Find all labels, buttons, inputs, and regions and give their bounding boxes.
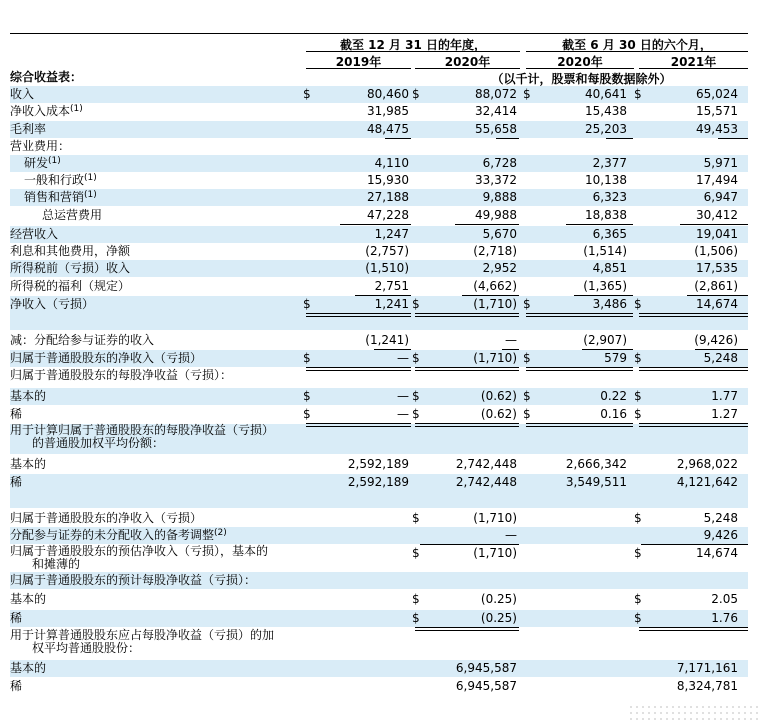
cell-value: 1.76 [711, 611, 738, 625]
row-label-text: 一般和行政 [24, 173, 85, 187]
row-label [10, 511, 202, 526]
currency-symbol: $ [412, 297, 420, 311]
cell-value: 49,453 [696, 122, 738, 136]
cell-value: 1,241 [374, 297, 409, 311]
subtotal-rule [641, 544, 748, 545]
row-label [10, 679, 22, 694]
row-label-text: 净收入（亏损） [10, 297, 95, 311]
row-label [10, 122, 46, 137]
footnote-marker: (1) [84, 190, 97, 200]
subtotal-rule [496, 138, 519, 139]
header-group-six-months-rule [526, 51, 748, 52]
currency-symbol: $ [303, 351, 311, 365]
row-label-text: 归属于普通股股东的预估净收入（亏损），基本的 [10, 544, 269, 558]
total-double-rule [306, 367, 411, 371]
subtotal-rule [385, 138, 411, 139]
row-label [24, 156, 61, 171]
table-row [10, 278, 748, 295]
row-label [10, 261, 130, 276]
cell-value: 1,247 [374, 227, 409, 241]
currency-symbol: $ [412, 87, 420, 101]
cell-value: 14,674 [696, 297, 738, 311]
cell-value: 9,426 [703, 528, 738, 542]
cell-value: 5,248 [703, 351, 738, 365]
table-row [10, 332, 748, 349]
table-row [10, 572, 748, 589]
cell-value: 88,072 [475, 87, 517, 101]
cell-value: 6,728 [482, 156, 517, 170]
cell-value: 18,838 [585, 208, 627, 222]
row-label [10, 368, 232, 383]
table-row [10, 545, 748, 575]
cell-value: (2,861) [694, 279, 738, 293]
row-label-text: 研发 [24, 156, 49, 170]
subtotal-rule [718, 138, 748, 139]
footnote-marker: (2) [214, 528, 227, 538]
subtotal-rule [420, 544, 519, 545]
cell-value: — [397, 389, 409, 403]
cell-value: 3,549,511 [565, 475, 627, 489]
cell-value: (1,365) [583, 279, 627, 293]
cell-value: 19,041 [696, 227, 738, 241]
subtotal-rule [462, 295, 519, 296]
cell-value: — [397, 407, 409, 421]
cell-value: (2,907) [583, 333, 627, 347]
subtotal-rule [687, 295, 748, 296]
currency-symbol: $ [412, 407, 420, 421]
cell-value: 47,228 [367, 208, 409, 222]
section-title: 综合收益表： [10, 70, 83, 84]
row-label [24, 173, 97, 188]
cell-value: 6,945,587 [455, 661, 517, 675]
table-row [10, 296, 748, 313]
row-label [10, 279, 130, 294]
table-row [10, 172, 748, 189]
cell-value: 4,121,642 [676, 475, 738, 489]
cell-value: (0.62) [480, 407, 517, 421]
cell-value: 32,414 [475, 104, 517, 118]
currency-symbol: $ [303, 407, 311, 421]
row-label-text: 稀 [10, 611, 23, 625]
subtotal-rule [355, 295, 411, 296]
row-label [42, 208, 102, 223]
cell-value: 48,475 [367, 122, 409, 136]
cell-value: 1.77 [711, 389, 738, 403]
subtotal-rule [582, 349, 633, 350]
header-year-2020-annual: 2020年 [444, 55, 491, 69]
cell-value: 2,592,189 [347, 475, 409, 489]
table-row [10, 424, 748, 454]
subtotal-rule [340, 224, 411, 225]
cell-value: 2,592,189 [347, 457, 409, 471]
header-year-rule-4 [639, 68, 748, 69]
cell-value: 2.05 [711, 592, 738, 606]
corner-dots [628, 704, 758, 724]
cell-value: (1,514) [583, 244, 627, 258]
total-double-rule [415, 423, 519, 427]
table-row [10, 189, 748, 206]
row-label-text: 用于计算普通股股东应占每股净收益（亏损）的加 [10, 628, 275, 642]
row-label-text: 经营收入 [10, 227, 59, 241]
cell-value: 10,138 [585, 173, 627, 187]
total-double-rule [415, 367, 519, 371]
cell-value: (1,241) [365, 333, 409, 347]
cell-value: (0.62) [480, 389, 517, 403]
cell-value: (9,426) [694, 333, 738, 347]
cell-value: 15,571 [696, 104, 738, 118]
currency-symbol: $ [412, 592, 420, 606]
table-row [10, 121, 748, 138]
table-row [10, 103, 748, 120]
cell-value: (1,710) [473, 546, 517, 560]
row-label-text: 收入 [10, 87, 35, 101]
row-label [10, 87, 34, 102]
cell-value: 4,851 [592, 261, 627, 275]
top-rule [10, 33, 748, 34]
row-label [10, 227, 58, 242]
header-group-annual: 截至 12 月 31 日的年度， [339, 38, 487, 52]
cell-value: — [505, 333, 517, 347]
header-year-2021: 2021年 [670, 55, 717, 69]
cell-value: 9,888 [482, 190, 517, 204]
table-row [10, 510, 748, 527]
currency-symbol: $ [634, 511, 642, 525]
currency-symbol: $ [523, 297, 531, 311]
row-label-continuation: 的普通股加权平均份额： [32, 436, 165, 450]
cell-value: 5,971 [703, 156, 738, 170]
table-row [10, 527, 748, 544]
row-label [10, 661, 46, 676]
cell-value: (1,506) [694, 244, 738, 258]
row-label [10, 389, 46, 404]
table-row [10, 474, 748, 491]
row-label-text: 减：分配给参与证券的收入 [10, 333, 155, 347]
total-double-rule [306, 313, 411, 317]
row-label [10, 629, 274, 655]
currency-symbol: $ [634, 297, 642, 311]
row-label [10, 611, 22, 626]
row-label [10, 244, 130, 259]
currency-symbol: $ [523, 351, 531, 365]
header-group-annual-rule [306, 51, 520, 52]
total-double-rule [639, 627, 748, 631]
row-label [10, 457, 46, 472]
row-label-text: 基本的 [10, 661, 47, 675]
row-label-text: 归属于普通股股东的每股净收益（亏损）： [10, 368, 233, 382]
table-row [10, 591, 748, 608]
row-label [10, 545, 268, 571]
cell-value: (1,710) [473, 297, 517, 311]
row-label [10, 297, 94, 312]
cell-value: (1,710) [473, 351, 517, 365]
cell-value: (2,718) [473, 244, 517, 258]
cell-value: 30,412 [696, 208, 738, 222]
table-row [10, 207, 748, 224]
row-label-continuation: 和摊薄的 [32, 557, 81, 571]
currency-symbol: $ [412, 611, 420, 625]
cell-value: 4,110 [374, 156, 409, 170]
unit-note: （以千计，股票和每股数据除外） [491, 72, 672, 86]
cell-value: 55,658 [475, 122, 517, 136]
row-label-text: 销售和营销 [24, 190, 85, 204]
table-row [10, 155, 748, 172]
total-double-rule [415, 627, 519, 631]
row-label [10, 592, 46, 607]
table-row [10, 86, 748, 103]
cell-value: 2,968,022 [676, 457, 738, 471]
table-row [10, 456, 748, 473]
subtotal-rule [566, 224, 633, 225]
subtotal-rule [695, 349, 748, 350]
subtotal-rule [455, 224, 519, 225]
row-label [10, 333, 154, 348]
currency-symbol: $ [634, 407, 642, 421]
currency-symbol: $ [412, 511, 420, 525]
row-label-text: 用于计算归属于普通股股东的每股净收益（亏损） [10, 423, 275, 437]
cell-value: 31,985 [367, 104, 409, 118]
cell-value: 6,947 [703, 190, 738, 204]
header-year-rule-1 [306, 68, 411, 69]
subtotal-rule [680, 224, 748, 225]
row-label [10, 139, 70, 154]
row-label-text: 利息和其他费用，净额 [10, 244, 131, 258]
cell-value: 6,323 [592, 190, 627, 204]
row-label-continuation: 权平均普通股股份： [32, 641, 141, 655]
total-double-rule [526, 367, 633, 371]
footnote-marker: (1) [48, 156, 61, 166]
cell-value: 2,377 [592, 156, 627, 170]
table-row [10, 260, 748, 277]
cell-value: 2,742,448 [455, 475, 517, 489]
cell-value: 3,486 [592, 297, 627, 311]
cell-value: 579 [604, 351, 627, 365]
footnote-marker: (1) [70, 104, 83, 114]
currency-symbol: $ [412, 389, 420, 403]
row-label-text: 营业费用： [10, 139, 71, 153]
currency-symbol: $ [303, 389, 311, 403]
footnote-marker: (1) [84, 173, 97, 183]
cell-value: 15,438 [585, 104, 627, 118]
row-label-text: 基本的 [10, 592, 47, 606]
currency-symbol: $ [634, 592, 642, 606]
cell-value: 0.16 [600, 407, 627, 421]
currency-symbol: $ [412, 351, 420, 365]
cell-value: 1.27 [711, 407, 738, 421]
currency-symbol: $ [634, 546, 642, 560]
cell-value: 17,535 [696, 261, 738, 275]
table-row [10, 678, 748, 695]
currency-symbol: $ [523, 407, 531, 421]
table-row [10, 243, 748, 260]
total-double-rule [639, 313, 748, 317]
row-label [10, 104, 83, 119]
table-row [10, 610, 748, 627]
cell-value: 27,188 [367, 190, 409, 204]
table-row [10, 629, 748, 659]
subtotal-rule [502, 349, 519, 350]
table-row [10, 138, 748, 155]
table-row [10, 388, 748, 405]
total-double-rule [526, 423, 633, 427]
row-label [24, 190, 97, 205]
cell-value: 7,171,161 [676, 661, 738, 675]
cell-value: 2,751 [374, 279, 409, 293]
row-label [10, 475, 22, 490]
cell-value: 65,024 [696, 87, 738, 101]
header-year-rule-3 [526, 68, 634, 69]
cell-value: 25,203 [585, 122, 627, 136]
row-label [10, 407, 22, 422]
row-label-text: 归属于普通股股东的净收入（亏损） [10, 351, 203, 365]
cell-value: 33,372 [475, 173, 517, 187]
row-label [10, 351, 202, 366]
cell-value: 8,324,781 [676, 679, 738, 693]
row-label-text: 分配参与证券的未分配收入的备考调整 [10, 528, 215, 542]
cell-value: (2,757) [365, 244, 409, 258]
row-label-text: 基本的 [10, 457, 47, 471]
cell-value: 80,460 [367, 87, 409, 101]
header-year-2020-six-months: 2020年 [557, 55, 603, 69]
total-double-rule [415, 313, 519, 317]
total-double-rule [306, 423, 411, 427]
cell-value: — [505, 528, 517, 542]
row-label-text: 总运营费用 [42, 208, 103, 222]
row-label-text: 所得税前（亏损）收入 [10, 261, 131, 275]
cell-value: 5,248 [703, 511, 738, 525]
table-row [10, 226, 748, 243]
currency-symbol: $ [523, 87, 531, 101]
total-double-rule [639, 367, 748, 371]
cell-value: 2,952 [482, 261, 517, 275]
header-year-2019: 2019年 [335, 55, 382, 69]
cell-value: (1,710) [473, 511, 517, 525]
cell-value: 17,494 [696, 173, 738, 187]
cell-value: (0.25) [480, 592, 517, 606]
row-label-text: 所得税的福利（规定） [10, 279, 131, 293]
currency-symbol: $ [523, 389, 531, 403]
total-double-rule [526, 313, 633, 317]
currency-symbol: $ [412, 546, 420, 560]
currency-symbol: $ [634, 87, 642, 101]
subtotal-rule [374, 349, 411, 350]
cell-value: 14,674 [696, 546, 738, 560]
currency-symbol: $ [634, 389, 642, 403]
row-label-text: 稀 [10, 475, 23, 489]
currency-symbol: $ [303, 297, 311, 311]
row-label-text: 毛利率 [10, 122, 47, 136]
row-label-text: 净收入成本 [10, 104, 71, 118]
row-label-text: 基本的 [10, 389, 47, 403]
table-row [10, 660, 748, 677]
currency-symbol: $ [303, 87, 311, 101]
cell-value: 15,930 [367, 173, 409, 187]
currency-symbol: $ [634, 611, 642, 625]
row-label [10, 528, 227, 543]
cell-value: 2,666,342 [565, 457, 627, 471]
cell-value: (1,510) [365, 261, 409, 275]
table-row [10, 406, 748, 423]
cell-value: 2,742,448 [455, 457, 517, 471]
table-row [10, 350, 748, 367]
cell-value: 6,365 [592, 227, 627, 241]
table-row [10, 491, 748, 508]
row-label-text: 归属于普通股股东的预计每股净收益（亏损）： [10, 573, 257, 587]
currency-symbol: $ [634, 351, 642, 365]
cell-value: (0.25) [480, 611, 517, 625]
cell-value: 0.22 [600, 389, 627, 403]
row-label [10, 424, 274, 450]
row-label-text: 稀 [10, 679, 23, 693]
header-group-six-months: 截至 6 月 30 日的六个月， [562, 38, 712, 52]
cell-value: — [397, 351, 409, 365]
row-label-text: 稀 [10, 407, 23, 421]
cell-value: 49,988 [475, 208, 517, 222]
subtotal-rule [574, 295, 633, 296]
cell-value: 40,641 [585, 87, 627, 101]
cell-value: 5,670 [482, 227, 517, 241]
subtotal-rule [606, 138, 633, 139]
cell-value: (4,662) [473, 279, 517, 293]
cell-value: 6,945,587 [455, 679, 517, 693]
row-label-text: 归属于普通股股东的净收入（亏损） [10, 511, 203, 525]
total-double-rule [639, 423, 748, 427]
header-year-rule-2 [415, 68, 520, 69]
row-label [10, 573, 256, 588]
